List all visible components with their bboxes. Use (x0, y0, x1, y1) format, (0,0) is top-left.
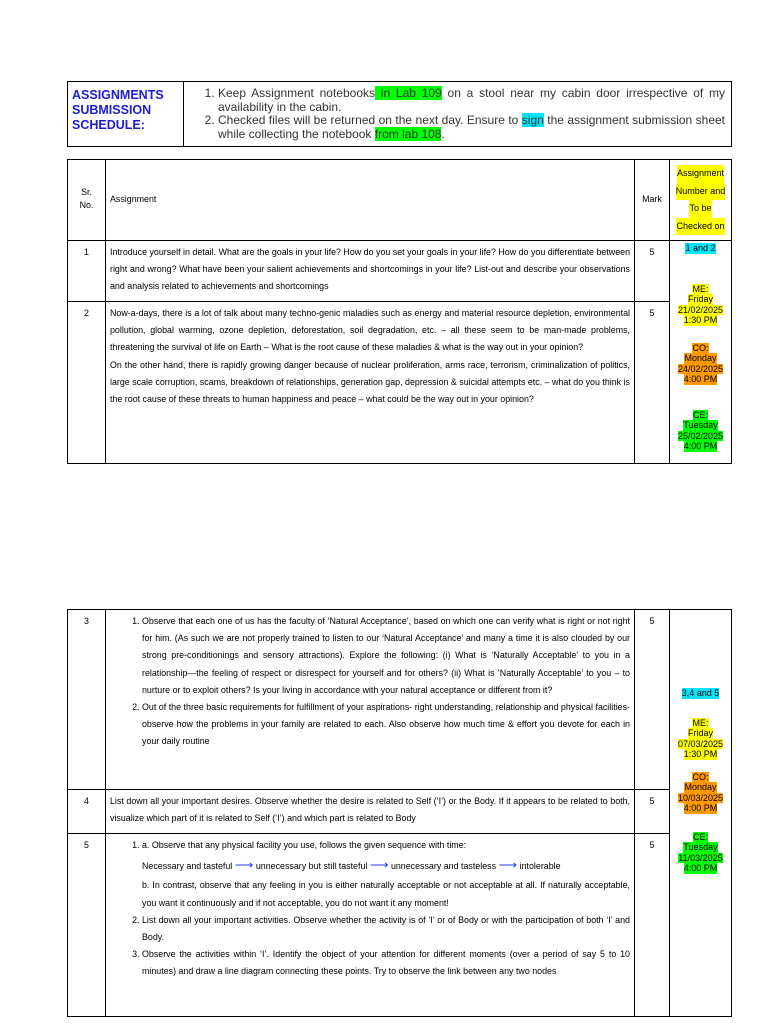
check-schedule-1-2 (670, 241, 732, 464)
submission-schedule-box (67, 81, 732, 147)
row-mark: 5 (635, 241, 670, 302)
assignment-3-text (106, 610, 635, 790)
sequence-line (142, 856, 630, 875)
lab-108-highlight: from lab 108 (374, 126, 442, 141)
co-date: 24/02/2025 (677, 363, 724, 374)
co-date: 10/03/2025 (677, 792, 724, 803)
schedule-title-line-1: ASSIGNMENTS (72, 88, 164, 102)
row-sr-no: 4 (68, 790, 106, 834)
sequence-step-2: unnecessary but still tasteful (255, 861, 368, 872)
sequence-step-1: Necessary and tasteful (142, 861, 233, 872)
co-label: CO: (692, 342, 709, 353)
sequence-step-4: intolerable (519, 861, 561, 872)
header-check-line-3: To be (689, 200, 711, 218)
instruction-text: . (441, 126, 445, 141)
co-day: Monday (684, 353, 717, 363)
assignment-3-item-2: 2. Out of the three basic requirements for fulfillment of your aspirations- right understanding, relationship and physical facilities- observe how the problems in your family are related to each. Also observe how much time & effort you devote for each in your daily routine (142, 699, 630, 751)
arrow-right-icon: ⟶ (369, 857, 389, 873)
ce-day: Tuesday (683, 842, 718, 852)
me-date: 07/03/2025 (677, 738, 724, 749)
schedule-title-line-3: SCHEDULE: (72, 118, 145, 132)
check-schedule-3-5 (670, 610, 732, 1017)
assignment-numbers: 1 and 2 (685, 243, 716, 253)
header-assignment: Assignment (106, 160, 635, 241)
assignment-3-item-1: 1. Observe that each one of us has the faculty of ‘Natural Acceptance’, based on which one can verify what is right or not right for him. (As such we are not properly trained to listen to our ‘Natural Acceptance’ and many a time it is also clouded by our strong pre-conditionings and sensory attractions). Explore the following: (i) What is ‘Naturally Acceptable’ to you in a relationship—the feeling of respect or disrespect for yourself and for others? (ii) What is ‘Naturally Acceptable’ to you – to nurture or to exploit others? Is your living in accordance with your natural acceptance or different from it? (142, 613, 630, 699)
sign-highlight: sign (521, 113, 544, 127)
assignment-2-paragraph-2: On the other hand, there is rapidly growing danger because of nuclear proliferation, arms race, terrorism, criminalization of politics, large scale corruption, scams, breakdown of relationships, generation gap, depression & suicidal attempts etc. – what do you think is the root cause of these threats to human happiness and peace – what could be the way out in your opinion? (110, 359, 630, 405)
row-sr-no: 2 (68, 302, 106, 464)
table-row (68, 241, 732, 302)
header-check-line-2: Number and (676, 183, 726, 201)
schedule-title-line-2: SUBMISSION (72, 103, 152, 117)
co-label: CO: (692, 771, 709, 782)
assignment-2-text (106, 302, 635, 464)
me-label: ME: (692, 717, 709, 728)
instruction-text: Keep Assignment notebooks (218, 86, 375, 100)
me-time: 1:30 PM (683, 315, 718, 325)
me-label: ME: (692, 283, 709, 294)
schedule-instructions (184, 82, 731, 146)
table-row (68, 610, 732, 790)
header-check-line-1: Assignment (677, 165, 724, 183)
assignments-table-2 (67, 609, 732, 1017)
ce-day: Tuesday (683, 420, 718, 430)
arrow-right-icon: ⟶ (234, 857, 254, 873)
assignment-5-item-1a: 1. a. Observe that any physical facility you use, follows the given sequence with time: (142, 840, 467, 850)
ce-label: CE: (692, 409, 708, 420)
header-check-on (670, 160, 732, 241)
schedule-title (68, 82, 184, 146)
assignments-table-1 (67, 159, 732, 464)
assignment-numbers: 3,4 and 5 (681, 688, 720, 698)
row-mark: 5 (635, 610, 670, 790)
arrow-right-icon: ⟶ (498, 857, 518, 873)
row-mark: 5 (635, 834, 670, 1017)
lab-109-highlight: in Lab 109 (375, 86, 442, 100)
instruction-text: the assignment submission sheet while collecting the notebook (218, 113, 725, 141)
assignment-1-text: Introduce yourself in detail. What are the goals in your life? How do you set your goals in your life? How do you differentiate between right and wrong? What have been your salient achievements and shortcomings in your life? List-out and describe your observations and analysis related to achievements and shortcomings (106, 241, 635, 302)
ce-time: 4:00 PM (683, 863, 718, 873)
ce-date: 25/02/2025 (677, 430, 724, 441)
table-row (68, 790, 732, 834)
schedule-instruction-1 (218, 87, 725, 114)
row-sr-no: 3 (68, 610, 106, 790)
row-sr-no: 5 (68, 834, 106, 1017)
sequence-step-3: unnecessary and tasteless (390, 861, 497, 872)
instruction-text: on a stool near my cabin door irrespective of my availability in the cabin. (218, 86, 725, 114)
assignment-5-item-2: 2. List down all your important activities. Observe whether the activity is of ‘I’ or of Body or with the participation of both ‘I’ and Body. (142, 912, 630, 946)
co-day: Monday (684, 782, 717, 792)
assignment-5-item-1b: b. In contrast, observe that any feeling in you is either naturally acceptable or not acceptable at all. If naturally acceptable, you want it continuously and if not acceptable, you do not want it any moment! (142, 880, 630, 908)
me-date: 21/02/2025 (677, 304, 724, 315)
assignment-5-item-3: 3. Observe the activities within ‘I’. Identify the object of your attention for different moments (over a period of say 5 to 10 minutes) and draw a line diagram connecting these points. Try to observe the link between any two nodes (142, 946, 630, 980)
row-sr-no: 1 (68, 241, 106, 302)
assignment-5-text (106, 834, 635, 1017)
co-time: 4:00 PM (683, 374, 718, 384)
table-row (68, 302, 732, 464)
row-mark: 5 (635, 302, 670, 464)
row-mark: 5 (635, 790, 670, 834)
me-day: Friday (687, 728, 713, 738)
assignment-4-text: List down all your important desires. Observe whether the desire is related to Self (‘I’) or the Body. If it appears to be related to both, visualize which part of it is related to Self (‘I’) and which part is related to Body (106, 790, 635, 834)
assignment-5-item-1 (142, 837, 630, 912)
table-row (68, 834, 732, 1017)
schedule-instruction-2 (218, 114, 725, 141)
ce-time: 4:00 PM (683, 441, 718, 451)
header-sr-no: Sr. No. (68, 160, 106, 241)
co-time: 4:00 PM (683, 803, 718, 813)
table-header-row (68, 160, 732, 241)
header-check-line-4: Checked on (676, 218, 724, 236)
ce-date: 11/03/2025 (678, 852, 723, 863)
assignment-2-paragraph-1: Now-a-days, there is a lot of talk about many techno-genic maladies such as energy and material resource depletion, environmental pollution, global warming, ozone depletion, deforestation, soil degradation, etc. – all these seem to be man-made problems, threatening the survival of life on Earth – What is the root cause of these maladies & what is the way out in your opinion? (110, 308, 630, 353)
me-day: Friday (687, 294, 713, 304)
instruction-text: Checked files will be returned on the next day. Ensure to (218, 113, 522, 127)
header-mark: Mark (635, 160, 670, 241)
me-time: 1:30 PM (683, 749, 718, 759)
ce-label: CE: (692, 831, 708, 842)
